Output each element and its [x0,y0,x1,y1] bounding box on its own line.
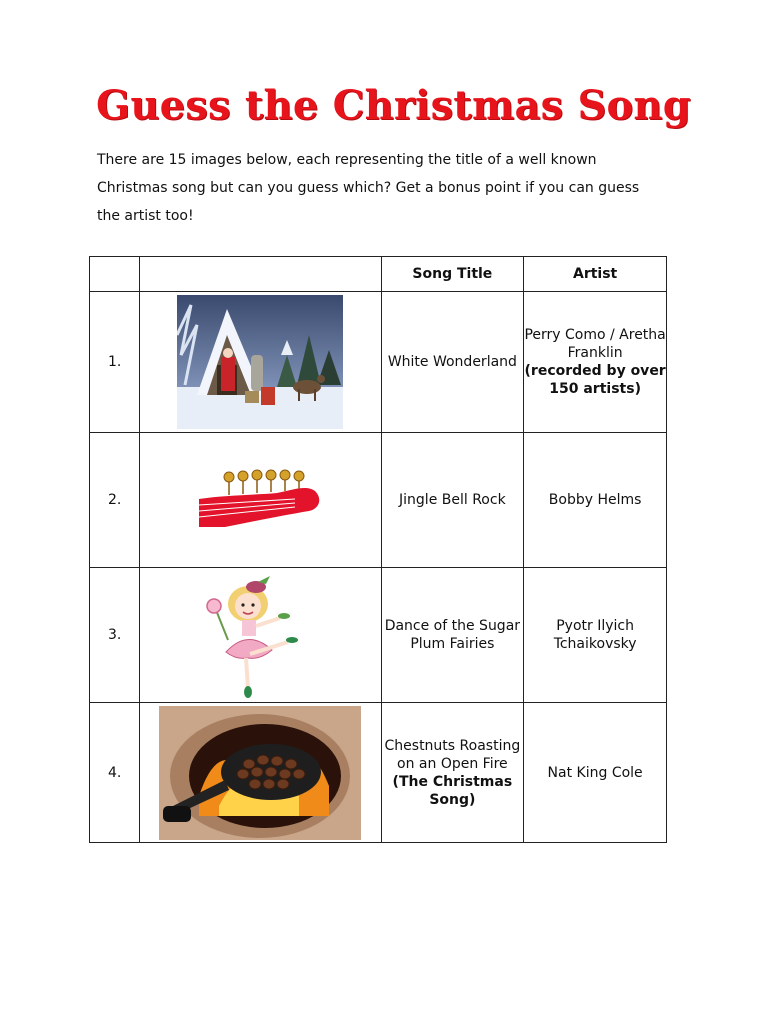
intro-text: There are 15 images below, each representing the title of a well known Christmas song but can you guess which? Get a bonus point if you can guess the artist too! [97,152,640,224]
song-title-note: (The Christmas Song) [392,773,513,808]
artist-name: Perry Como / Aretha Franklin [524,327,666,361]
guitar-headstock-bells-icon [195,465,325,535]
row-image [140,292,381,433]
sugar-plum-fairy-icon [200,570,320,700]
row-image [140,703,381,843]
artist-cell [524,568,667,703]
row-image [140,568,381,703]
artist-name: Nat King Cole [547,764,643,781]
artist-cell [524,433,667,568]
artist-note: (recorded by over 150 artists) [524,363,666,397]
table-row [90,703,667,843]
header-number [90,257,140,292]
row-number: 1. [90,292,140,433]
table-row [90,568,667,703]
row-number: 2. [90,433,140,568]
artist-name: Bobby Helms [548,492,642,508]
roasting-chestnuts-icon [159,706,361,840]
snowy-cabin-santa-icon [177,295,343,429]
song-title-cell [381,568,524,703]
row-number: 3. [90,568,140,703]
table-header-row [90,257,667,292]
artist-cell [524,292,667,433]
table-row [90,292,667,433]
song-title-cell [381,703,524,843]
table-row [90,433,667,568]
song-title-cell [381,433,524,568]
row-image [140,433,381,568]
song-title: White Wonderland [387,354,517,370]
header-artist: Artist [524,257,667,292]
header-image [140,257,381,292]
song-title-cell [381,292,524,433]
artist-name: Pyotr Ilyich Tchaikovsky [553,618,637,652]
song-title: Jingle Bell Rock [399,492,506,508]
songs-table [89,256,667,843]
row-number: 4. [90,703,140,843]
song-title: Chestnuts Roasting on an Open Fire [384,737,521,772]
song-title: Dance of the Sugar Plum Fairies [384,618,521,652]
page-title: Guess the Christmas Song [96,82,691,129]
artist-cell [524,703,667,843]
header-song-title: Song Title [381,257,524,292]
